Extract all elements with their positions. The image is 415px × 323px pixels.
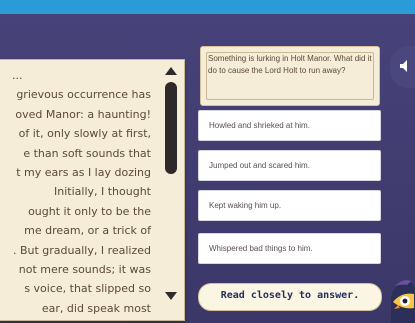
passage-line: s voice, that slipped so: [24, 282, 151, 296]
passage-line: e than soft sounds that: [23, 146, 151, 160]
passage-line: ear, did speak most: [41, 301, 151, 315]
answer-label: Whispered bad things to him.: [209, 244, 313, 253]
passage-line: . But gradually, I realized: [12, 243, 151, 257]
passage-line: of it, only slowly at first,: [18, 127, 151, 141]
passage-line: oved Manor: a haunting!: [15, 107, 151, 121]
passage-line: ought it only to be the: [28, 204, 151, 218]
passage-line: t my ears as I lay dozing: [16, 166, 151, 180]
speaker-icon: [398, 59, 412, 73]
answer-option-1[interactable]: [198, 110, 381, 141]
top-bar: [0, 0, 415, 14]
question-text: Something is lurking in Holt Manor. What did it do to cause the Lord Holt to run away?: [208, 54, 372, 75]
arrow-down-icon[interactable]: [165, 292, 177, 300]
passage-text: [0, 66, 155, 315]
passage-line: grievous occurrence has: [16, 88, 151, 102]
owl-mascot-icon: [381, 272, 415, 323]
answer-option-2[interactable]: [198, 150, 381, 181]
answer-option-4[interactable]: [198, 233, 381, 264]
answer-label: Kept waking him up.: [209, 201, 282, 210]
answer-option-3[interactable]: [198, 190, 381, 221]
read-closely-button[interactable]: [198, 283, 382, 311]
scroll-thumb[interactable]: [165, 82, 177, 174]
read-closely-label: Read closely to answer.: [220, 290, 360, 301]
passage-line: Initially, I thought: [54, 185, 151, 199]
passage-scrollbar[interactable]: [161, 60, 179, 318]
passage-line: me dream, or a trick of: [24, 224, 151, 238]
question-card: [200, 46, 380, 106]
answer-label: Jumped out and scared him.: [209, 161, 310, 170]
reading-passage: [0, 59, 185, 321]
answer-label: Howled and shrieked at him.: [209, 121, 310, 130]
audio-button[interactable]: [390, 46, 415, 88]
arrow-up-icon[interactable]: [165, 67, 177, 75]
passage-line: ...: [12, 69, 23, 82]
passage-line: not mere sounds; it was: [18, 263, 151, 277]
game-stage: [0, 14, 415, 323]
